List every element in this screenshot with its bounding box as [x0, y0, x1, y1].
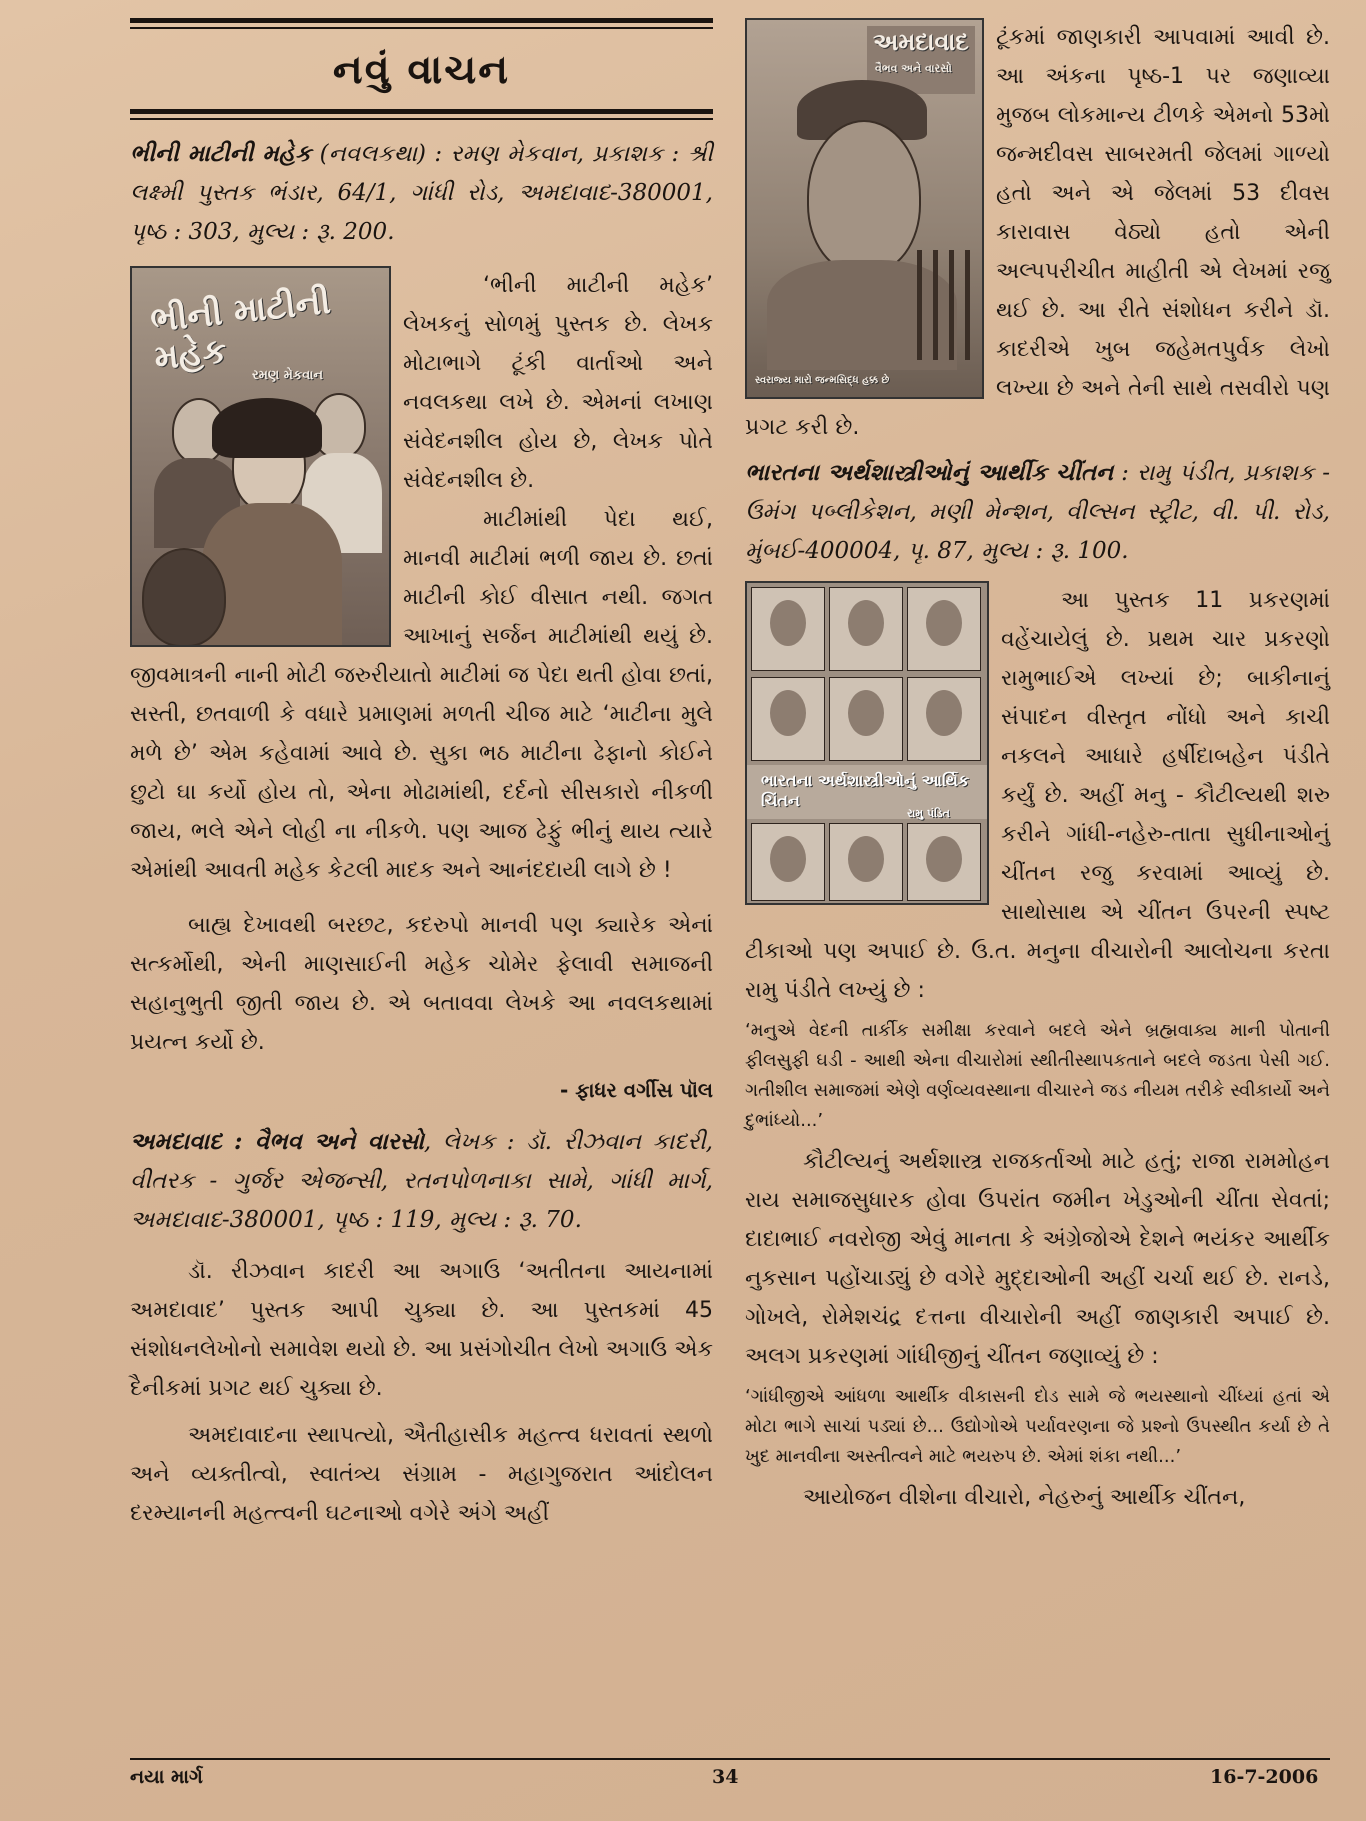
review3-quote-1: ‘મનુએ વેદની તાર્કીક સમીક્ષા કરવાને બદલે એને બ્રહ્મવાક્ય માની પોતાની ફીલસુફી ઘડી - આથી એના વીચારોમાં સ્થીતીસ્થાપકતાને બદલે જડતા પેસી ગઈ. ગતીશીલ સમાજમાં એણે વર્ણવ્યવસ્થાના વીચારને જડ નીયમ તરીકે સ્વીકાર્યો અને દુભાંધ્યો...’ — [745, 1020, 1330, 1131]
review3-cover-author: રામુ પંડિત — [907, 807, 950, 820]
review1-cover-image — [130, 266, 391, 647]
cover3-portrait-4 — [751, 677, 825, 761]
footer-date: 16-7-2006 — [1210, 1766, 1319, 1788]
header-rule-bottom — [130, 109, 713, 114]
cover-child-head — [142, 548, 226, 647]
review2-cover-subtitle: વૈભવ અને વારસો — [875, 62, 952, 75]
review2-cover-image — [745, 18, 984, 399]
review3-paragraph-2: કૌટીલ્યનું અર્થશાસ્ત્ર રાજકર્તાઓ માટે હતું; રાજા રામમોહન રાય સમાજસુધારક હોવા ઉપરાંત જમીન ખેડુઓની ચીંતા સેવતાં; દાદાભાઈ નવરોજી એવું માનતા કે અંગ્રેજોએ દેશને ભયંકર આર્થીક નુકસાન પહોંચાડ્યું છે વગેરે મુદ્દાઓની અહીં ચર્ચા થઈ છે. રાનડે, ગોખલે, રોમેશચંદ્ર દત્તના વીચારોની અહીં જાણકારી અપાઈ છે. અલગ પ્રકરણમાં ગાંધીજીનું ચીંતન જણાવ્યું છે : — [745, 1149, 1330, 1369]
cover3-portrait-7 — [751, 823, 825, 901]
section-title: નવું વાચન — [332, 47, 511, 93]
review1-paragraph-2: માટીમાંથી પેદા થઈ, માનવી માટીમાં ભળી જાય છે. છતાં માટીની કોઈ વીસાત નથી. જગત આખાનું સર્જન માટીમાંથી થયું છે. જીવમાત્રની નાની મોટી જરુરીયાતો માટીમાં જ પેદા થતી હોવા છતાં, સસ્તી, છતવાળી કે વધારે પ્રમાણમાં મળતી ચીજ માટે ‘માટીના મુલે મળે છે’ એમ કહેવામાં આવે છે. સુકા ભઠ માટીના ઢેફાનો કોઈને છુટો ઘા કર્યો હોય તો, એના મોઢામાંથી, દર્દનો સીસકારો નીકળી જાય, ભલે એને લોહી ના નીકળે. પણ આજ ઢેફું ભીનું થાય ત્યારે એમાંથી આવતી મહેક કેટલી માદક અને આનંદદાયી લાગે છે ! — [130, 507, 713, 883]
review1-bibliography — [130, 134, 713, 252]
cover-woman-hair — [212, 398, 322, 458]
cover3-portrait-1 — [751, 587, 825, 671]
review1-cover-title: ભીની માટીની મહેક — [148, 281, 333, 379]
cover2-statue-face — [807, 120, 921, 274]
cover2-jail-bars — [917, 250, 977, 360]
left-column — [130, 18, 713, 1533]
review1-body — [130, 266, 713, 1102]
review3-body — [745, 581, 1330, 1517]
review2-cover-title: અમદાવાદ — [873, 28, 969, 56]
review1-signature: - ફાધર વર્ગીસ પૉલ — [560, 1078, 713, 1102]
header-rule-bottom-thin — [130, 118, 713, 120]
review2-bibliography — [130, 1122, 713, 1240]
review3-cover-image — [745, 581, 989, 905]
review1-paragraph-3: બાહ્ય દેખાવથી બરછટ, કદરુપો માનવી પણ ક્યારેક એનાં સત્કર્મોથી, એની માણસાઈની મહેક ચોમેર ફેલાવી સમાજની સહાનુભુતી જીતી જાય છે. એ બતાવવા લેખકે આ નવલકથામાં પ્રયત્ન કર્યો છે. — [130, 913, 713, 1055]
review3-cover-title: ભારતના અર્થશાસ્ત્રીઓનું આર્થિક ચિંતન — [761, 771, 970, 810]
review2-book-title: અમદાવાદ : વૈભવ અને વારસો — [130, 1128, 424, 1155]
review1-paragraph-1: ‘ભીની માટીની મહેક’ લેખકનું સોળમું પુસ્તક છે. લેખક મોટાભાગે ટૂંકી વાર્તાઓ અને નવલકથા લખે છે. એમનાં લખાણ સંવેદનશીલ હોય છે, લેખક પોતે સંવેદનશીલ છે. — [403, 273, 713, 493]
review3-paragraph-1: આ પુસ્તક 11 પ્રકરણમાં વહેંચાયેલું છે. પ્રથમ ચાર પ્રકરણો રામુભાઈએ લખ્યાં છે; બાકીનાનું સંપાદન વીસ્તૃત નોંધો અને કાચી નકલને આધારે હર્ષીદાબહેન પંડીતે કર્યું છે. અહીં મનુ - કૌટીલ્યથી શરુ કરીને ગાંધી-નહેરુ-તાતા સુધીનાઓનું ચીંતન રજુ કરવામાં આવ્યું છે. સાથોસાથ એ ચીંતન ઉપરની સ્પષ્ટ ટીકાઓ પણ અપાઈ છે. ઉ.ત. મનુના વીચારોની આલોચના કરતા રામુ પંડીતે લખ્યું છે : — [745, 588, 1330, 1003]
review1-book-details: (નવલકથા) : રમણ મેકવાન, પ્રકાશક : શ્રી લક્ષ્મી પુસ્તક ભંડાર, 64/1, ગાંધી રોડ, અમદાવાદ-380001, પૃષ્ઠ : 303, મુલ્ય : રૂ. 200. — [130, 141, 714, 245]
cover3-portrait-5 — [829, 677, 903, 761]
cover-woman-body — [202, 503, 342, 647]
review3-book-title: ભારતના અર્થશાસ્ત્રીઓનું આર્થીક ચીંતન — [745, 459, 1114, 486]
review2-paragraph-2b: ટૂંકમાં જાણકારી આપવામાં આવી છે. આ અંકના પૃષ્ઠ-1 પર જણાવ્યા મુજબ લોકમાન્ય ટીળકે એમનો 53મો જન્મદીવસ સાબરમતી જેલમાં ગાળ્યો હતો અને એ જેલમાં 53 દીવસ કારાવાસ વેઠ્યો હતો એની અલ્પપરીચીત માહીતી એ લેખમાં રજુ થઈ છે. આ રીતે સંશોધન કરીને ડૉ. કાદરીએ ખુબ જહેમતપુર્વક લેખો લખ્યા છે અને તેની સાથે તસવીરો પણ પ્રગટ કરી છે. — [745, 25, 1330, 440]
review1-book-title: ભીની માટીની મહેક — [130, 140, 312, 167]
cover3-portrait-3 — [907, 587, 981, 671]
cover3-portrait-2 — [829, 587, 903, 671]
cover3-portrait-6 — [907, 677, 981, 761]
footer-page-number: 34 — [712, 1766, 739, 1788]
review1-cover-author: રમણ મેકવાન — [252, 368, 324, 383]
right-column — [745, 18, 1330, 1517]
review2-book-details: , લેખક : ડૉ. રીઝવાન કાદરી, વીતરક - ગુર્જર એજન્સી, રતનપોળનાકા સામે, ગાંધી માર્ગ, અમદાવાદ-380001, પૃષ્ઠ : 119, મુલ્ય : રૂ. 70. — [130, 1129, 713, 1233]
footer-publication: નયા માર્ગ — [130, 1766, 203, 1788]
review2-paragraph-2a: અમદાવાદના સ્થાપત્યો, ઐતીહાસીક મહત્ત્વ ધરાવતાં સ્થળો અને વ્યક્તીત્વો, સ્વાતંત્ર્ય સંગ્રામ - મહાગુજરાત આંદોલન દરમ્યાનની મહત્ત્વની ઘટનાઓ વગેરે અંગે અહીં — [130, 1423, 713, 1526]
header-rule-top — [130, 18, 713, 23]
cover3-portrait-9 — [907, 823, 981, 901]
cover3-portrait-8 — [829, 823, 903, 901]
review2-cover-caption: સ્વરાજ્ય મારો જન્મસિદ્ધ હક્ક છે — [755, 375, 890, 386]
review2-paragraph-1: ડૉ. રીઝવાન કાદરી આ અગાઉ ‘અતીતના આયનામાં અમદાવાદ’ પુસ્તક આપી ચુક્યા છે. આ પુસ્તકમાં 45 સંશોધનલેખોનો સમાવેશ થયો છે. આ પ્રસંગોચીત લેખો અગાઉ એક દૈનીકમાં પ્રગટ થઈ ચુક્યા છે. — [130, 1259, 713, 1401]
review3-book-details: : રામુ પંડીત, પ્રકાશક - ઉમંગ પબ્લીકેશન, મણી મેન્શન, વીલ્સન સ્ટ્રીટ, વી. પી. રોડ, મુંબઈ-400004, પૃ. 87, મુલ્ય : રૂ. 100. — [745, 460, 1330, 564]
review3-bibliography — [745, 453, 1330, 571]
footer-rule — [130, 1758, 1330, 1760]
review3-paragraph-3: આયોજન વીશેના વીચારો, નેહરુનું આર્થીક ચીંતન, — [803, 1485, 1246, 1510]
review3-quote-2: ‘ગાંધીજીએ આંધળા આર્થીક વીકાસની દોડ સામે જે ભયસ્થાનો ચીંધ્યાં હતાં એ મોટા ભાગે સાચાં પડ્યાં છે... ઉદ્યોગોએ પર્યાવરણના જે પ્રશ્નો ઉપસ્થીત કર્યા છે તે ખુદ માનવીના અસ્તીત્વને માટે ભયરુપ છે. એમાં શંકા નથી...’ — [745, 1386, 1330, 1467]
